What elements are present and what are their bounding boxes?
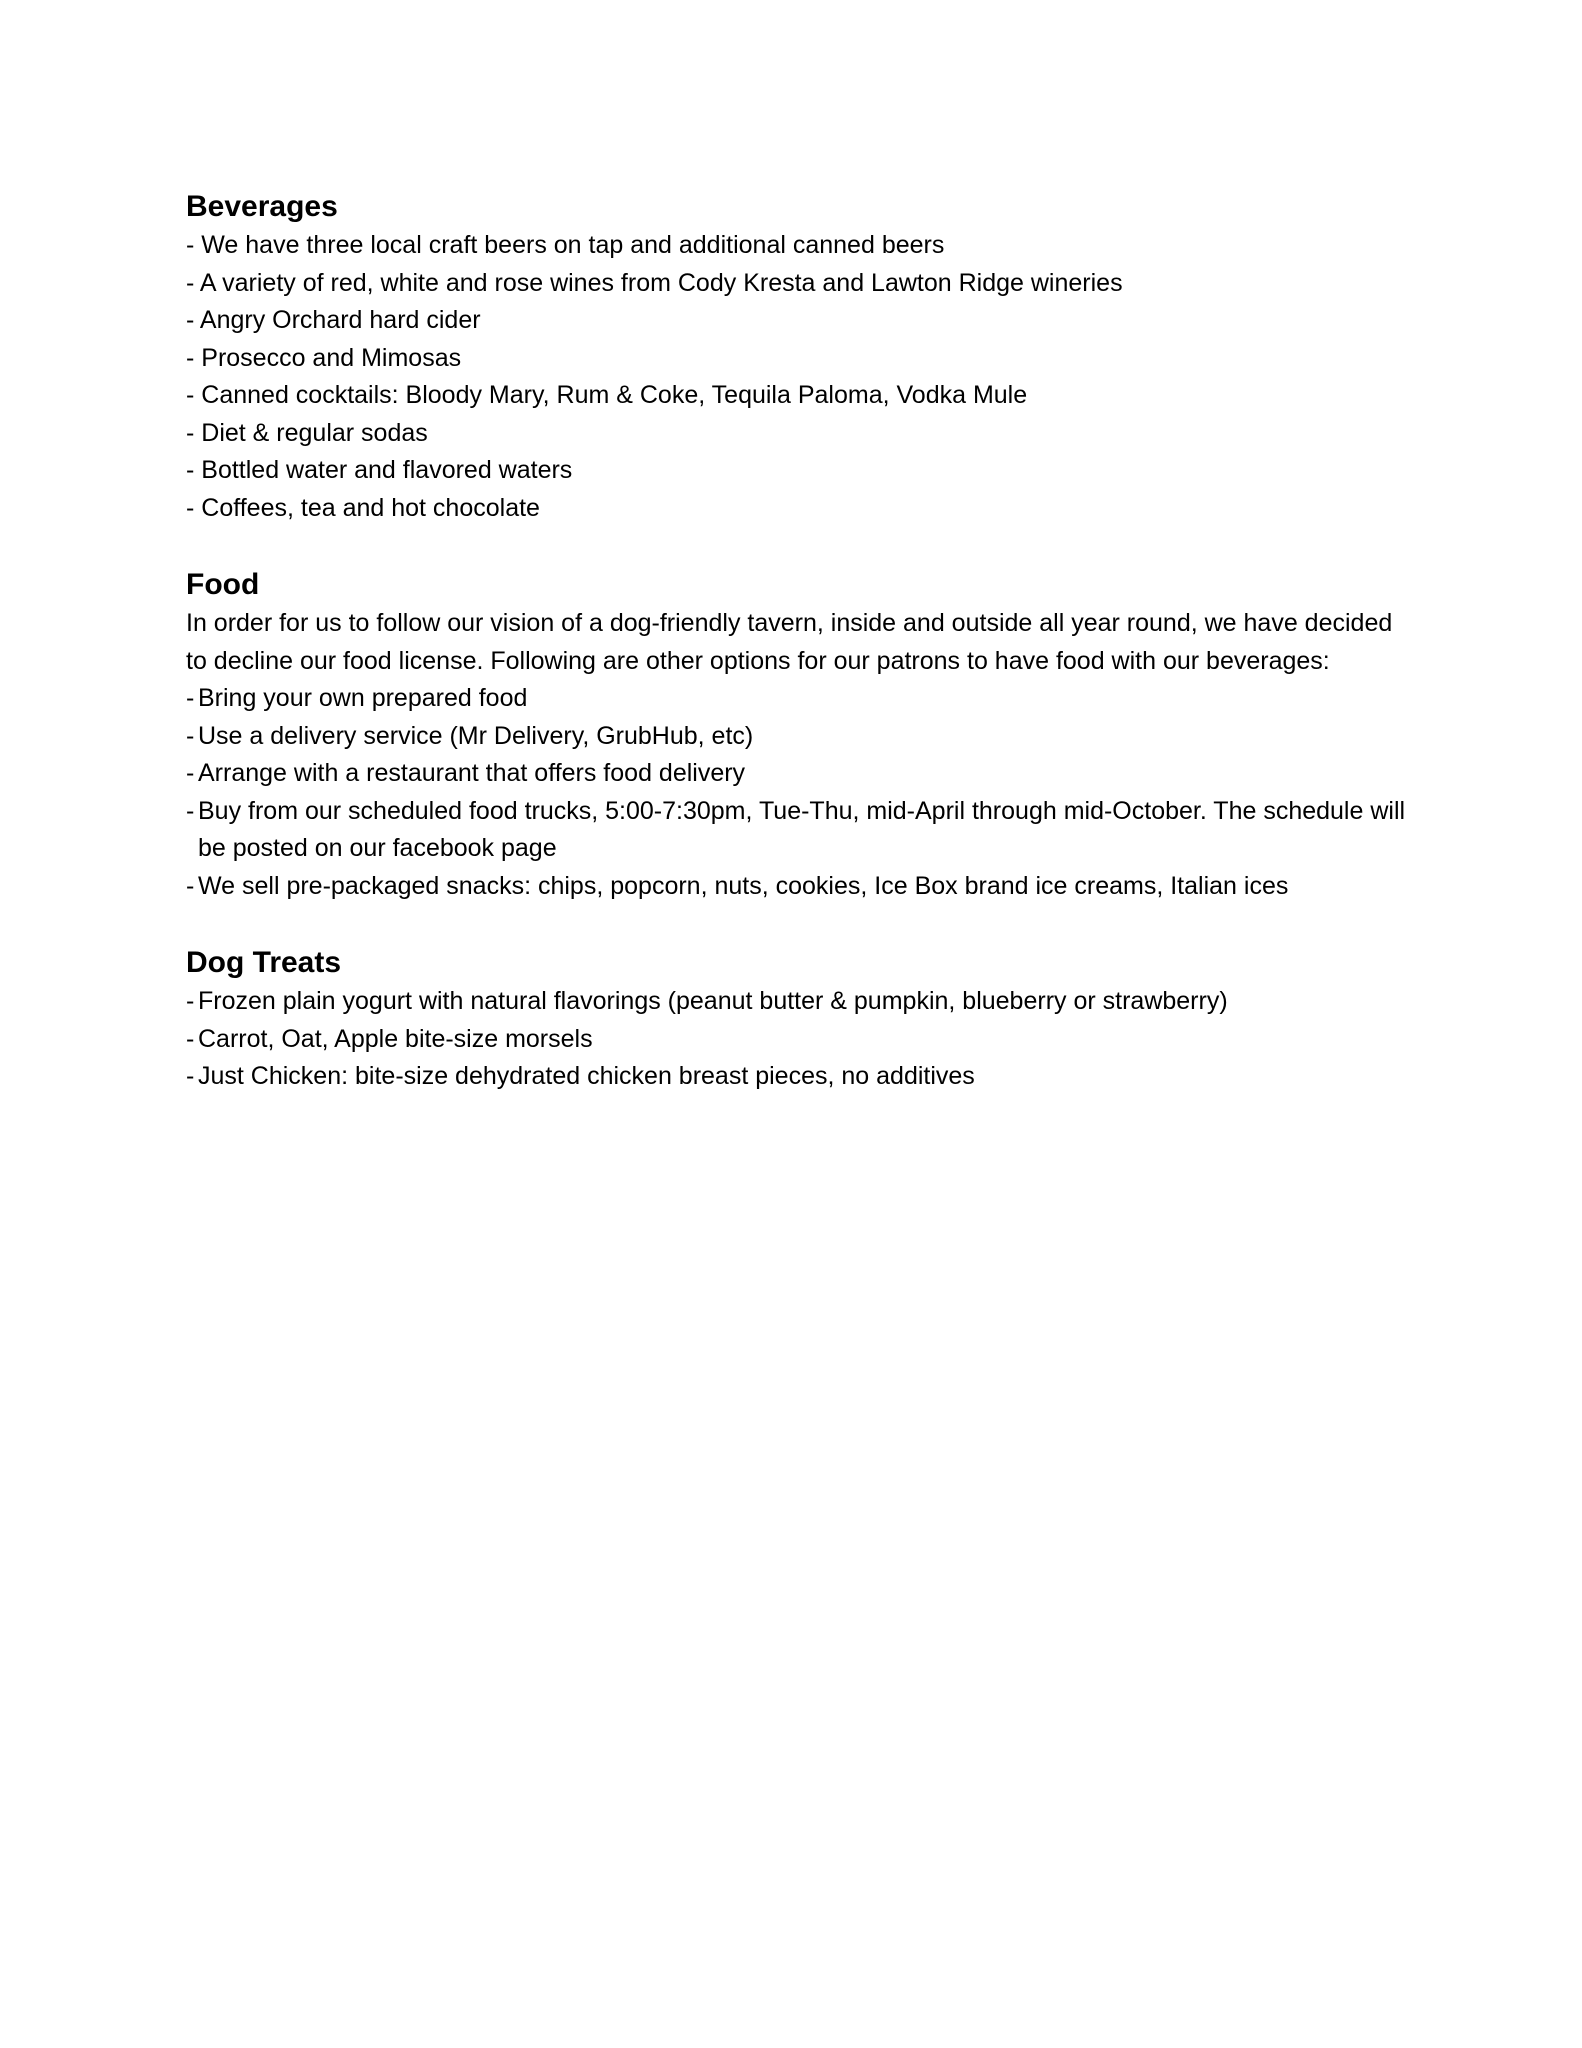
beverage-item: - Diet & regular sodas (186, 418, 428, 447)
food-item (186, 793, 1416, 868)
dog-treat-item (186, 1021, 1416, 1059)
document-page (186, 187, 1416, 1096)
food-item-text: Arrange with a restaurant that offers food delivery (198, 759, 746, 787)
beverage-item: - Coffees, tea and hot chocolate (186, 493, 540, 522)
food-section (186, 565, 1416, 905)
beverage-item: - Angry Orchard hard cider (186, 306, 481, 334)
bullet-dash: - (186, 759, 195, 787)
dog-treats-section (186, 943, 1416, 1096)
dog-treat-item-text: Just Chicken: bite-size dehydrated chicken breast pieces, no additives (198, 1062, 975, 1090)
dog-treat-item (186, 983, 1416, 1021)
food-item (186, 718, 1416, 756)
dog-treat-item (186, 1058, 1416, 1096)
food-item-text: Buy from our scheduled food trucks, 5:00-7:30pm, Tue-Thu, mid-April through mid-October. The schedule will be posted on our facebook page (198, 796, 1406, 862)
beverages-section (186, 187, 1416, 527)
food-heading: Food (186, 568, 260, 601)
bullet-dash: - (186, 871, 195, 900)
beverage-item: - We have three local craft beers on tap and additional canned beers (186, 231, 945, 259)
beverage-item: - Prosecco and Mimosas (186, 343, 462, 372)
bullet-dash: - (186, 1024, 195, 1053)
food-item (186, 868, 1416, 906)
bullet-dash: - (186, 796, 195, 825)
bullet-dash: - (186, 987, 195, 1015)
dog-treat-item-text: Carrot, Oat, Apple bite-size morsels (198, 1024, 593, 1053)
food-item (186, 755, 1416, 793)
food-item-text: Bring your own prepared food (198, 684, 528, 712)
beverage-item: - Bottled water and flavored waters (186, 456, 573, 484)
food-item-text: Use a delivery service (Mr Delivery, GrubHub, etc) (198, 721, 754, 750)
food-item (186, 680, 1416, 718)
bullet-dash: - (186, 721, 195, 750)
food-item-text: We sell pre-packaged snacks: chips, popcorn, nuts, cookies, Ice Box brand ice creams, Italian ices (198, 871, 1289, 900)
beverage-item: - Canned cocktails: Bloody Mary, Rum & Coke, Tequila Paloma, Vodka Mule (186, 381, 1028, 409)
dog-treats-heading: Dog Treats (186, 946, 342, 979)
beverage-item: - A variety of red, white and rose wines from Cody Kresta and Lawton Ridge wineries (186, 268, 1123, 297)
food-intro-paragraph: In order for us to follow our vision of a dog-friendly tavern, inside and outside all year round, we have decided to decline our food license. Following are other options for our patrons to have food with our beverages: (186, 609, 1393, 675)
dog-treat-item-text: Frozen plain yogurt with natural flavorings (peanut butter & pumpkin, blueberry or strawberry) (198, 987, 1228, 1015)
bullet-dash: - (186, 684, 195, 712)
bullet-dash: - (186, 1062, 195, 1090)
beverages-heading: Beverages (186, 190, 338, 223)
